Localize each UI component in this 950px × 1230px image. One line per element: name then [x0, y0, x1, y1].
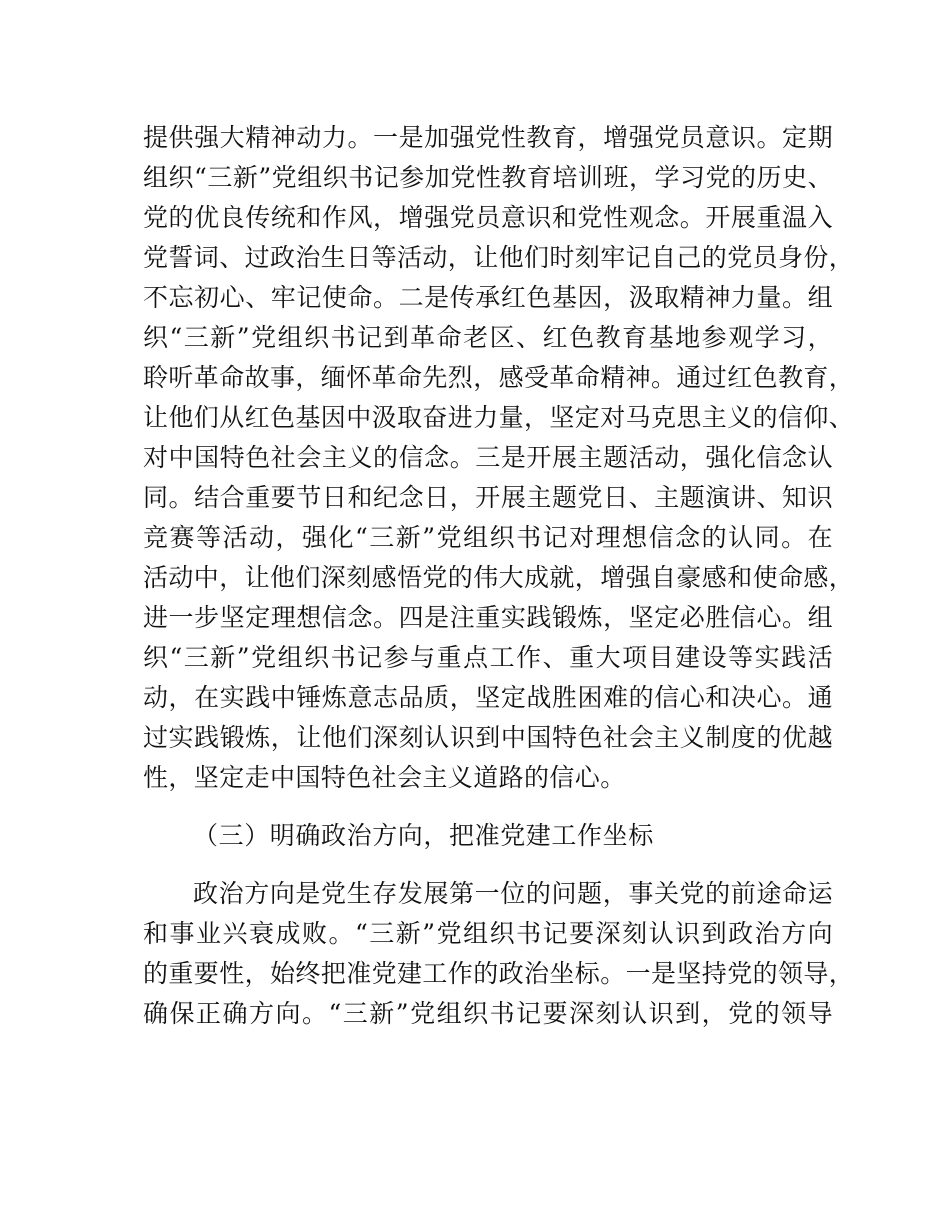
paragraph-1-line: 让他们从红色基因中汲取奋进力量，坚定对马克思主义的信仰、 [143, 403, 855, 432]
paragraph-2-line: 和事业兴衰成败。“三新”党组织书记要深刻认识到政治方向 [143, 919, 833, 948]
paragraph-1-line: 党誓词、过政治生日等活动，让他们时刻牢记自己的党员身份， [143, 243, 855, 272]
paragraph-1-line: 织“三新”党组织书记参与重点工作、重大项目建设等实践活 [143, 643, 833, 672]
paragraph-1-line: 活动中，让他们深刻感悟党的伟大成就，增强自豪感和使命感， [143, 563, 855, 592]
paragraph-1-line: 过实践锻炼，让他们深刻认识到中国特色社会主义制度的优越 [143, 723, 833, 752]
paragraph-1-line: 党的优良传统和作风，增强党员意识和党性观念。开展重温入 [143, 203, 833, 232]
paragraph-2-line: 的重要性，始终把准党建工作的政治坐标。一是坚持党的领导， [143, 959, 855, 988]
paragraph-1-line: 对中国特色社会主义的信念。三是开展主题活动，强化信念认 [143, 443, 833, 472]
paragraph-1-line: 动，在实践中锤炼意志品质，坚定战胜困难的信心和决心。通 [143, 683, 833, 712]
paragraph-1-line: 提供强大精神动力。一是加强党性教育，增强党员意识。定期 [143, 123, 833, 152]
paragraph-1-line: 聆听革命故事，缅怀革命先烈，感受革命精神。通过红色教育， [143, 363, 855, 392]
paragraph-1-line: 组织“三新”党组织书记参加党性教育培训班，学习党的历史、 [143, 163, 833, 192]
paragraph-1-last-line: 性，坚定走中国特色社会主义道路的信心。 [143, 763, 626, 792]
paragraph-1-line: 同。结合重要节日和纪念日，开展主题党日、主题演讲、知识 [143, 483, 833, 512]
paragraph-1-line: 竞赛等活动，强化“三新”党组织书记对理想信念的认同。在 [143, 523, 833, 552]
paragraph-2-line: 确保正确方向。“三新”党组织书记要深刻认识到，党的领导 [143, 999, 833, 1028]
paragraph-1-line: 进一步坚定理想信念。四是注重实践锻炼，坚定必胜信心。组 [143, 603, 833, 632]
paragraph-1-line: 不忘初心、牢记使命。二是传承红色基因，汲取精神力量。组 [143, 283, 833, 312]
paragraph-1-line: 织“三新”党组织书记到革命老区、红色教育基地参观学习， [143, 323, 833, 352]
section-heading: （三）明确政治方向，把准党建工作坐标 [193, 821, 654, 850]
paragraph-2-first-line: 政治方向是党生存发展第一位的问题，事关党的前途命运 [193, 879, 833, 908]
